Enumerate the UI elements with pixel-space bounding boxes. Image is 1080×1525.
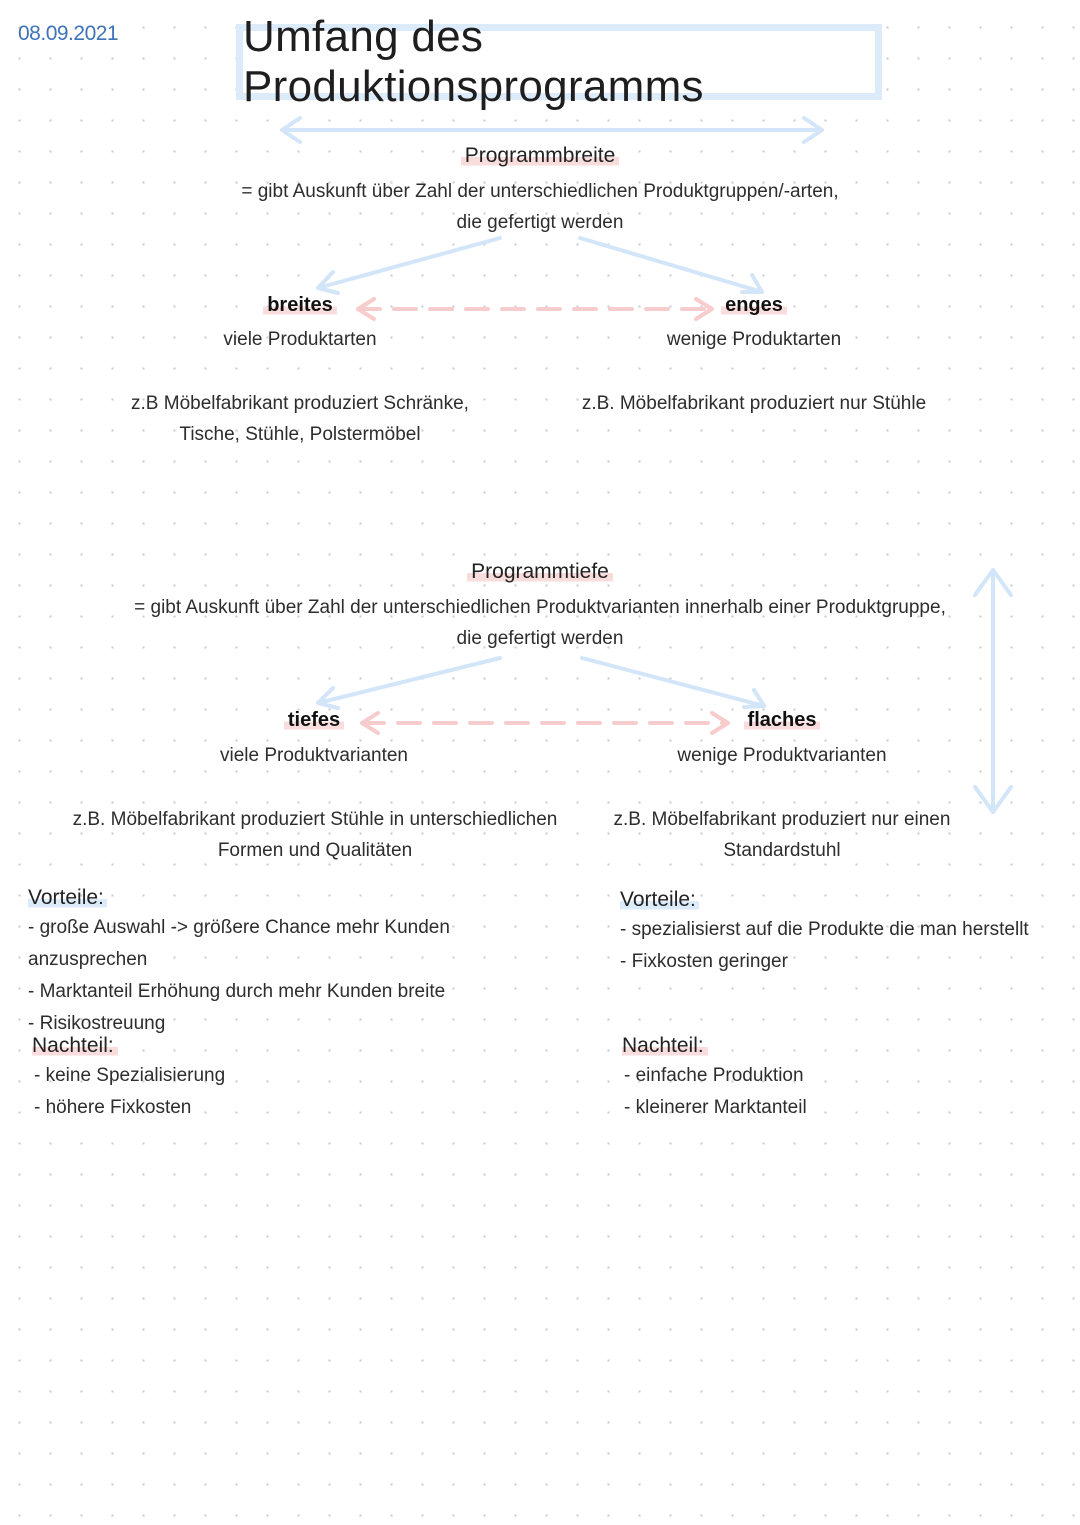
left-advantage-item: - Marktanteil Erhöhung durch mehr Kunden breite [28, 981, 446, 1002]
right-advantages-title: Vorteile: [620, 888, 699, 912]
flaches-label: flaches [744, 709, 821, 732]
enges-desc: wenige Produktarten [666, 329, 842, 350]
tiefes-example-line2: Formen und Qualitäten [217, 840, 413, 861]
flaches-desc: wenige Produktvarianten [677, 745, 887, 766]
breites-example-line1: z.B Möbelfabrikant produziert Schränke, [131, 393, 469, 414]
left-advantage-item: - Risikostreuung [28, 1013, 166, 1034]
left-advantages-section [28, 886, 568, 1040]
tiefe-definition-line2: die gefertigt werden [456, 628, 624, 649]
tiefe-left-label-wrap [214, 709, 414, 732]
tiefes-example [60, 804, 570, 866]
breites-example [90, 388, 510, 450]
breite-heading: Programmbreite [461, 144, 620, 168]
tiefes-desc: viele Produktvarianten [220, 745, 408, 766]
right-advantages-section [620, 888, 1060, 978]
tiefes-example-line1: z.B. Möbelfabrikant produziert Stühle in unterschiedlichen [72, 809, 558, 830]
breadth-double-arrow-icon [282, 118, 822, 142]
right-advantage-item: - spezialisierst auf die Produkte die man herstellt [620, 919, 1029, 940]
breite-definition-line1: = gibt Auskunft über Zahl der unterschiedlichen Produktgruppen/-arten, [241, 181, 839, 202]
left-disadvantage-item: - keine Spezialisierung [34, 1065, 226, 1086]
title-box [236, 12, 882, 111]
tiefe-right-label-wrap [682, 709, 882, 732]
breite-right-branch-arrow-icon [580, 238, 762, 292]
right-advantage-item: - Fixkosten geringer [620, 951, 788, 972]
tiefe-heading-wrap [240, 560, 840, 584]
breite-heading-wrap [240, 144, 840, 168]
breites-example-line2: Tische, Stühle, Polstermöbel [179, 424, 421, 445]
tiefe-definition [90, 592, 990, 654]
left-advantages-title: Vorteile: [28, 886, 107, 910]
tiefe-dashed-double-arrow-icon [362, 713, 728, 733]
tiefe-definition-line1: = gibt Auskunft über Zahl der unterschiedlichen Produktvarianten innerhalb einer Produktgruppe, [134, 597, 946, 618]
enges-label: enges [721, 294, 787, 317]
date-label: 08.09.2021 [18, 22, 119, 45]
tiefe-heading: Programmtiefe [467, 560, 613, 584]
left-disadvantages-section [32, 1034, 432, 1124]
left-disadvantages-title: Nachteil: [32, 1034, 118, 1058]
breite-left-branch-arrow-icon [318, 238, 500, 293]
flaches-example-line2: Standardstuhl [723, 840, 841, 861]
breite-right-label-wrap [654, 294, 854, 317]
right-disadvantage-item: - kleinerer Marktanteil [624, 1097, 807, 1118]
page-title: Umfang des Produktionsprogramms [243, 12, 704, 111]
enges-example: z.B. Möbelfabrikant produziert nur Stühle [581, 393, 927, 414]
breite-definition-line2: die gefertigt werden [456, 212, 624, 233]
right-disadvantages-section [622, 1034, 1022, 1124]
breite-definition [140, 176, 940, 238]
breites-label: breites [263, 294, 337, 317]
left-advantage-item: - große Auswahl -> größere Chance mehr Kunden anzusprechen [28, 917, 450, 970]
right-disadvantages-title: Nachteil: [622, 1034, 708, 1058]
right-disadvantage-item: - einfache Produktion [624, 1065, 804, 1086]
tiefe-left-branch-arrow-icon [318, 658, 500, 708]
breites-desc: viele Produktarten [223, 329, 377, 350]
left-disadvantage-item: - höhere Fixkosten [34, 1097, 192, 1118]
breite-left-label-wrap [200, 294, 400, 317]
tiefes-label: tiefes [284, 709, 344, 732]
flaches-example-line1: z.B. Möbelfabrikant produziert nur einen [613, 809, 951, 830]
tiefe-right-branch-arrow-icon [582, 658, 764, 707]
flaches-example [572, 804, 992, 866]
